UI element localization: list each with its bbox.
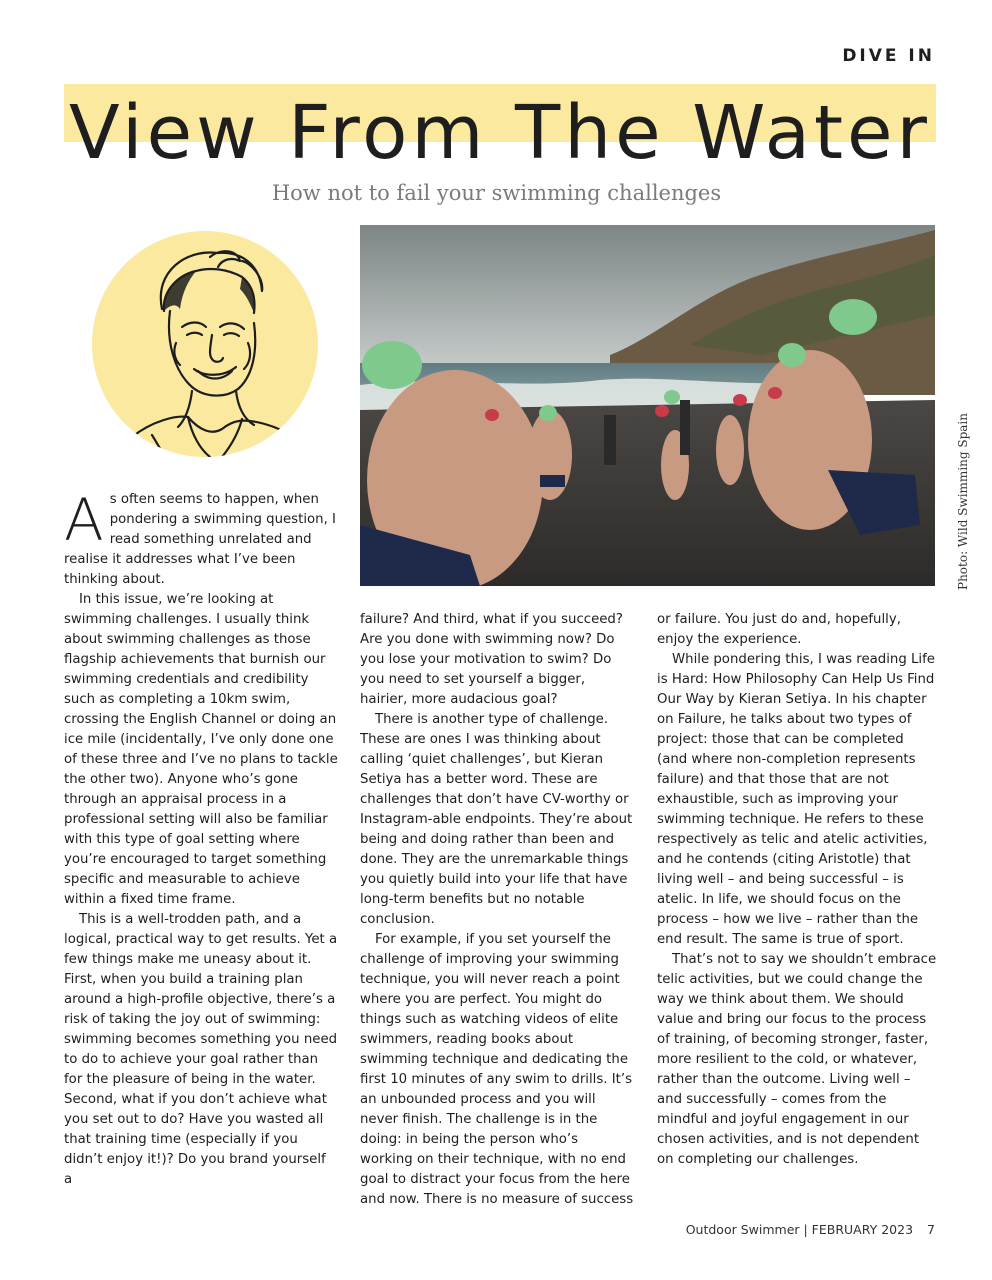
beach-swimmers-photo <box>360 225 935 586</box>
subtitle: How not to fail your swimming challenges <box>271 181 722 205</box>
article-column-2 <box>360 610 634 1210</box>
footer-publication: Outdoor Swimmer | FEBRUARY 2023 <box>685 1222 914 1237</box>
article-paragraph: In this issue, we’re looking at swimming challenges. I usually think about swimming challenges as those flagship achievements that burnish our swimming credentials and credibility such as completing a 10km swim, crossing the English Channel or doing an ice mile (incidentally, I’ve only done one of these three and I’ve no plans to tackle the other two). Anyone who’s gone through an appraisal process in a professional setting will also be familiar with this type of goal setting where you’re encouraged to target something specific and measurable to achieve within a fixed time frame. <box>64 592 338 907</box>
author-portrait-illustration <box>92 231 318 457</box>
article-paragraph: There is another type of challenge. These are ones I was thinking about calling ‘quiet challenges’, but Kieran Setiya has a better word. These are challenges that don’t have CV-worthy or Instagram-able endpoints. They’re about being and doing rather than been and done. They are the unremarkable things you quietly build into your life that have long-term benefits but no notable conclusion. <box>360 712 633 927</box>
article-paragraph: That’s not to say we shouldn’t embrace telic activities, but we could change the way we think about them. We should value and bring our focus to the process of training, of becoming stronger, faster, more resilient to the cold, or whatever, rather than the outcome. Living well – and successfully – comes from the mindful and joyful engagement in our chosen activities, and is not dependent on completing our challenges. <box>657 952 937 1167</box>
drop-cap: A <box>64 486 104 554</box>
article-column-1 <box>64 486 338 1190</box>
article-paragraph: For example, if you set yourself the challenge of improving your swimming technique, you will never reach a point where you are perfect. You might do things such as watching videos of elite swimmers, reading books about swimming technique and dedicating the first 10 minutes of any swim to drills. It’s an unbounded process and you will never finish. The challenge is in the doing: in being the person who’s working on their technique, with no end goal to distract your focus from the here and now. There is no measure of success <box>360 932 634 1207</box>
photo-credit: Photo: Wild Swimming Spain <box>956 413 970 590</box>
page-footer <box>686 1222 935 1237</box>
article-paragraph: This is a well-trodden path, and a logical, practical way to get results. Yet a few things make me uneasy about it. First, when you build a training plan around a high-profile objective, there’s a risk of taking the joy out of swimming: swimming becomes something you need to do to achieve your goal rather than for the pleasure of being in the water. Second, what if you don’t achieve what you set out to do? Have you wasted all that training time (especially if you didn’t enjoy it!)? Do you brand yourself a <box>64 912 338 1187</box>
page-number: 7 <box>927 1222 935 1237</box>
article-paragraph: failure? And third, what if you succeed? Are you done with swimming now? Do you lose your motivation to swim? Do you need to set yourself a bigger, hairier, more audacious goal? <box>360 612 623 707</box>
page-title: View From The Water <box>69 90 931 176</box>
article-paragraph: or failure. You just do and, hopefully, enjoy the experience. <box>657 612 901 647</box>
article-paragraph: As often seems to happen, when pondering a swimming question, I read something unrelated and realise it addresses what I’ve been thinking about. <box>64 486 336 587</box>
section-label: DIVE IN <box>842 46 935 66</box>
article-column-3 <box>657 610 937 1170</box>
author-portrait <box>92 231 318 457</box>
article-paragraph: While pondering this, I was reading Life is Hard: How Philosophy Can Help Us Find Our Way by Kieran Setiya. In his chapter on Failure, he talks about two types of project: those that can be completed (and where non-completion represents failure) and that those that are not exhaustible, such as improving your swimming technique. He refers to these respectively as telic and atelic activities, and he contends (citing Aristotle) that living well – and being successful – is atelic. In life, we should focus on the process – how we live – rather than the end result. The same is true of sport. <box>657 652 935 947</box>
